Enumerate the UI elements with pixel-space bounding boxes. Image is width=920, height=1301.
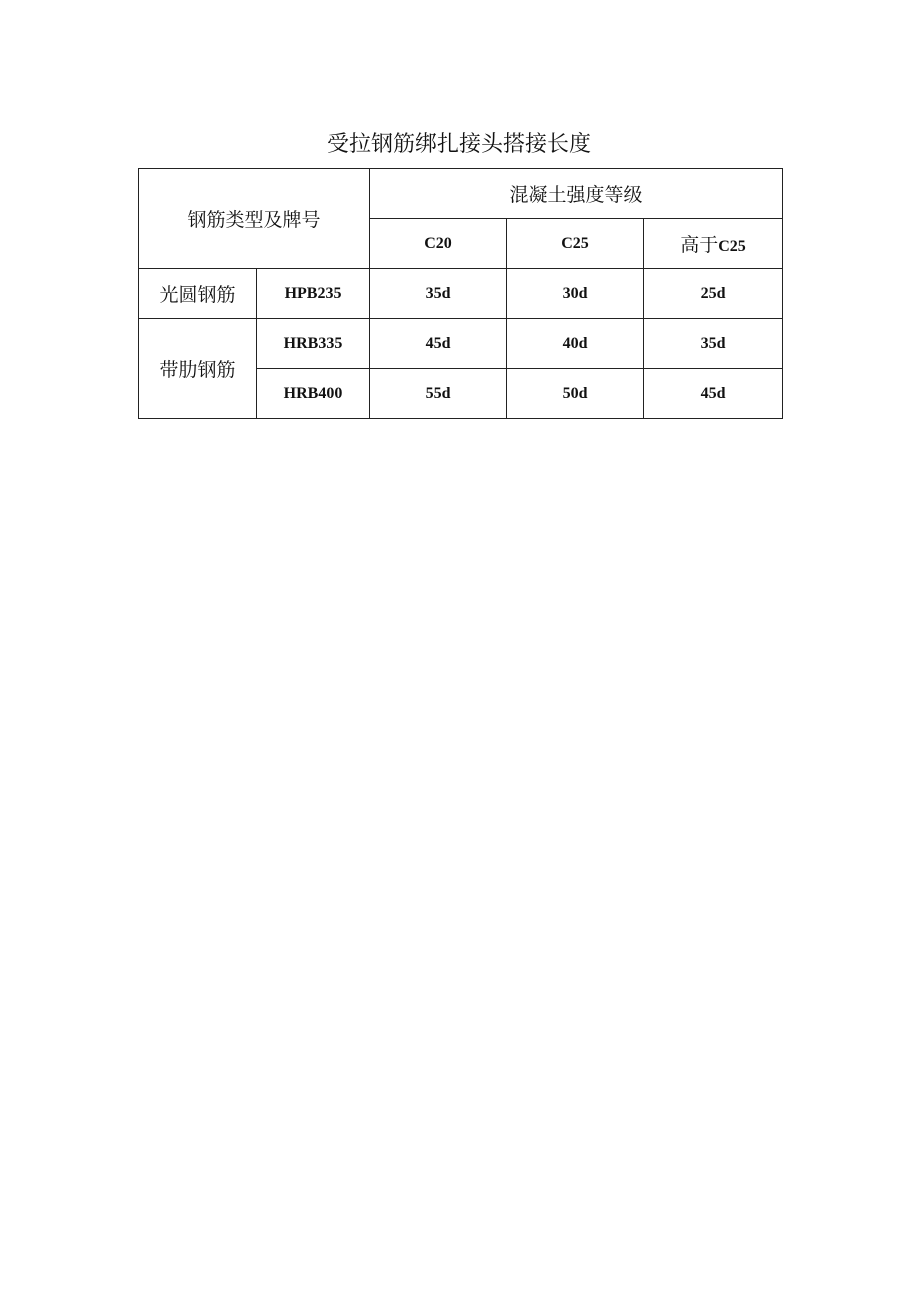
grade-cell: HRB335 <box>257 319 370 369</box>
header-above-prefix: 高于 <box>680 234 719 256</box>
header-c20: C20 <box>370 219 507 269</box>
value-cell: 25d <box>644 269 783 319</box>
document-title: 受拉钢筋绑扎接头搭接长度 <box>326 132 591 157</box>
header-above-c25 <box>644 219 783 269</box>
table-row <box>139 269 783 319</box>
header-c25: C25 <box>507 219 644 269</box>
grade-cell: HPB235 <box>257 269 370 319</box>
value-cell: 40d <box>507 319 644 369</box>
value-cell: 45d <box>370 319 507 369</box>
header-above-suffix: C25 <box>718 238 746 255</box>
table-row <box>139 319 783 369</box>
value-cell: 55d <box>370 369 507 419</box>
type-plain-round: 光圆钢筋 <box>139 269 257 319</box>
value-cell: 35d <box>370 269 507 319</box>
lap-length-table <box>138 168 783 419</box>
type-ribbed: 带肋钢筋 <box>139 319 257 419</box>
value-cell: 50d <box>507 369 644 419</box>
value-cell: 45d <box>644 369 783 419</box>
header-type-grade: 钢筋类型及牌号 <box>139 169 370 269</box>
value-cell: 30d <box>507 269 644 319</box>
grade-cell: HRB400 <box>257 369 370 419</box>
value-cell: 35d <box>644 319 783 369</box>
header-row-1 <box>139 169 783 219</box>
header-concrete-grade: 混凝土强度等级 <box>370 169 783 219</box>
